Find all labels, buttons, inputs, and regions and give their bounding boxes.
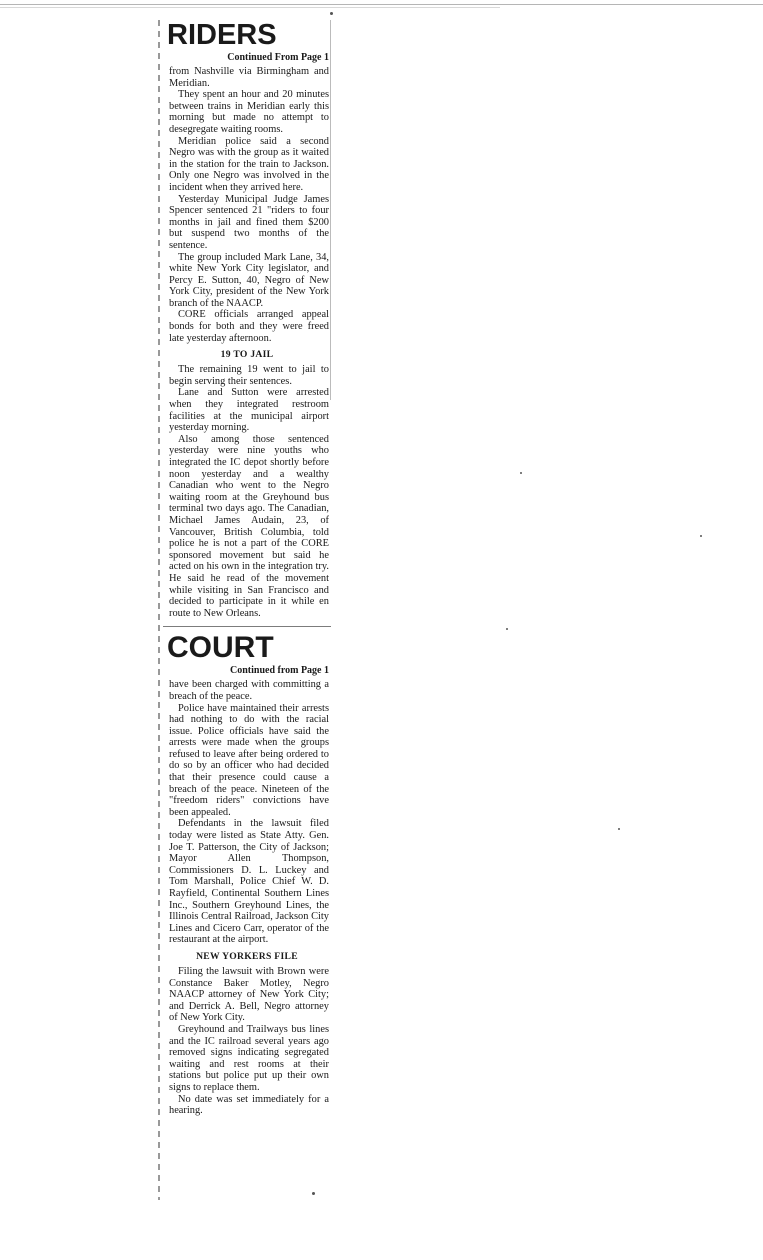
riders-headline: RIDERS [167,19,277,51]
article-divider [163,626,331,627]
riders-paragraph: The group included Mark Lane, 34, white New York City legislator, and Percy E. Sutton, 40, Negro of New York City, president of the New York branch of the NAACP. [169,251,329,309]
riders-paragraph: from Nashville via Birmingham and Meridian. [169,66,329,89]
court-continued-line: Continued from Page 1 [230,665,329,677]
page-top-rule-faint [0,7,500,8]
scan-speck [618,828,620,830]
court-paragraph: have been charged with committing a breach of the peace. [169,679,329,702]
court-paragraph: Police have maintained their arrests had nothing to do with the racial issue. Police officials have said the arrests were made when the groups refused to leave after being ordered to do so by an officer who had decided that their presence could cause a breach of the peace. Nineteen of the "freedom riders" convictions have been appealed. [169,702,329,818]
scan-speck [520,472,522,474]
court-paragraph: No date was set immediately for a hearing. [169,1093,329,1117]
scan-speck [700,535,702,537]
court-paragraph: Filing the lawsuit with Brown were Constance Baker Motley, Negro NAACP attorney of New York City; and Derrick A. Bell, Negro attorney of New York City. [169,965,329,1024]
scan-speck [506,628,508,630]
riders-paragraph: Yesterday Municipal Judge James Spencer sentenced 21 "riders to four months in jail and fined them $200 but suspend two months of the sentence. [169,193,329,251]
court-paragraph: Greyhound and Trailways bus lines and the IC railroad several years ago removed signs indicating segregated waiting and rest rooms at their stations but police put up their own signs to replace them. [169,1023,329,1093]
riders-subhead: 19 TO JAIL [220,349,274,361]
riders-paragraph: Meridian police said a second Negro was with the group as it waited in the station for the train to Jackson. Only one Negro was involved in the incident when they arrived here. [169,135,329,193]
riders-paragraph: The remaining 19 went to jail to begin serving their sentences. [169,364,329,387]
riders-paragraph: Lane and Sutton were arrested when they integrated restroom facilities at the municipal airport yesterday morning. [169,387,329,434]
column-left-rule [158,20,160,1200]
scan-speck [312,1192,315,1195]
court-headline: COURT [167,631,274,665]
riders-paragraph: They spent an hour and 20 minutes between trains in Meridian early this morning but made no attempt to desegregate waiting rooms. [169,89,329,135]
court-subhead: NEW YORKERS FILE [196,950,298,962]
scan-speck [330,12,333,15]
riders-paragraph: Also among those sentenced yesterday were nine youths who integrated the IC depot shortly before noon yesterday and a wealthy Canadian who went to the Negro waiting room at the Greyhound bus terminal two days ago. The Canadian, Michael James Audain, 23, of Vancouver, British Columbia, told police he is not a part of the CORE sponsored movement but said he acted on his own in the integration try. He said he read of the movement while visiting in San Francisco and decided to participate in it while en route to New Orleans. [169,433,329,619]
riders-continued-line: Continued From Page 1 [227,52,329,63]
riders-paragraph: CORE officials arranged appeal bonds for both and they were freed late yesterday afternoon. [169,309,329,344]
page-top-rule [0,4,763,5]
newspaper-column [163,14,331,1117]
court-paragraph: Defendants in the lawsuit filed today were listed as State Atty. Gen. Joe T. Patterson, the City of Jackson; Mayor Allen Thompson, Commissioners D. L. Luckey and Tom Marshall, Police Chief W. D. Rayfield, Continental Southern Lines Inc., Southern Greyhound Lines, the Illinois Central Railroad, Jackson City Lines and Cicero Carr, operator of the restaurant at the airport. [169,818,329,946]
